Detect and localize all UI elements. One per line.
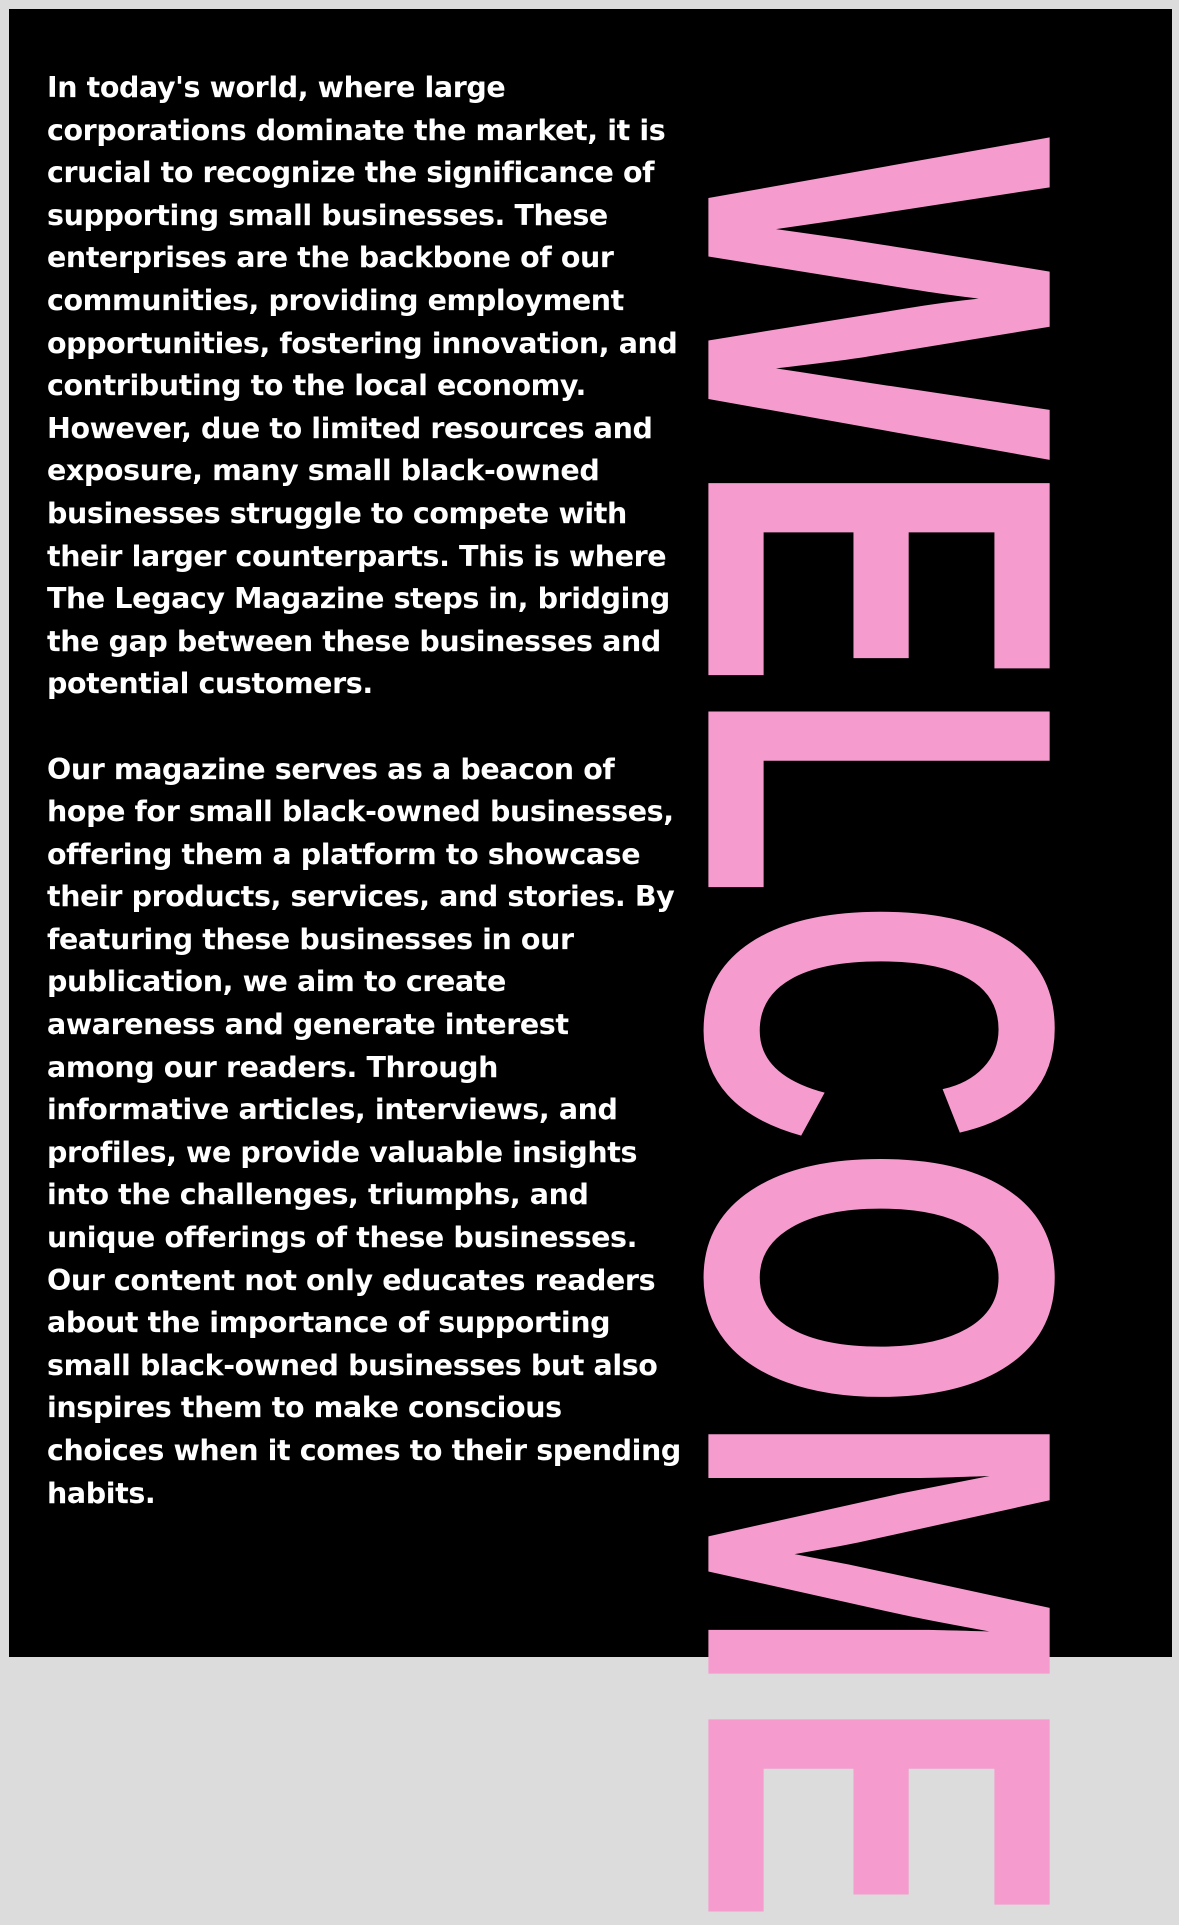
text-line: potential customers. xyxy=(47,667,373,701)
text-line: The Legacy Magazine steps in, bridging xyxy=(47,582,670,616)
text-line: exposure, many small black-owned xyxy=(47,454,600,488)
text-line: among our readers. Through xyxy=(47,1050,499,1084)
text-line: supporting small businesses. These xyxy=(47,198,608,232)
text-line: opportunities, fostering innovation, and xyxy=(47,326,678,360)
text-line: awareness and generate interest xyxy=(47,1008,569,1042)
text-line: publication, we aim to create xyxy=(47,965,506,999)
text-line: However, due to limited resources and xyxy=(47,411,653,445)
text-line: contributing to the local economy. xyxy=(47,369,586,403)
text-line: unique offerings of these businesses. xyxy=(47,1221,638,1255)
text-line: Our content not only educates readers xyxy=(47,1263,656,1297)
text-line: profiles, we provide valuable insights xyxy=(47,1135,638,1169)
text-line: hope for small black-owned businesses, xyxy=(47,795,674,829)
text-line: small black-owned businesses but also xyxy=(47,1348,658,1382)
text-line: In today's world, where large xyxy=(47,71,506,104)
text-line: offering them a platform to showcase xyxy=(47,837,641,871)
welcome-heading: WELCOME xyxy=(603,137,1158,1925)
welcome-heading-container xyxy=(603,137,1158,1925)
text-line: crucial to recognize the significance of xyxy=(47,156,655,190)
text-line: about the importance of supporting xyxy=(47,1306,611,1340)
text-line: corporations dominate the market, it is xyxy=(47,113,666,147)
text-line: their products, services, and stories. By xyxy=(47,880,675,914)
text-line: informative articles, interviews, and xyxy=(47,1093,618,1127)
text-line: their larger counterparts. This is where xyxy=(47,539,667,573)
magazine-page xyxy=(9,9,1172,1925)
text-line: into the challenges, triumphs, and xyxy=(47,1178,589,1212)
text-line: the gap between these businesses and xyxy=(47,624,661,658)
text-line: communities, providing employment xyxy=(47,283,624,317)
text-line: Our magazine serves as a beacon of xyxy=(47,752,615,786)
text-line: habits. xyxy=(47,1476,156,1510)
text-line: inspires them to make conscious xyxy=(47,1391,562,1425)
text-line: featuring these businesses in our xyxy=(47,922,574,956)
text-line: choices when it comes to their spending xyxy=(47,1434,681,1467)
text-line: businesses struggle to compete with xyxy=(47,496,627,530)
text-line: enterprises are the backbone of our xyxy=(47,241,614,275)
